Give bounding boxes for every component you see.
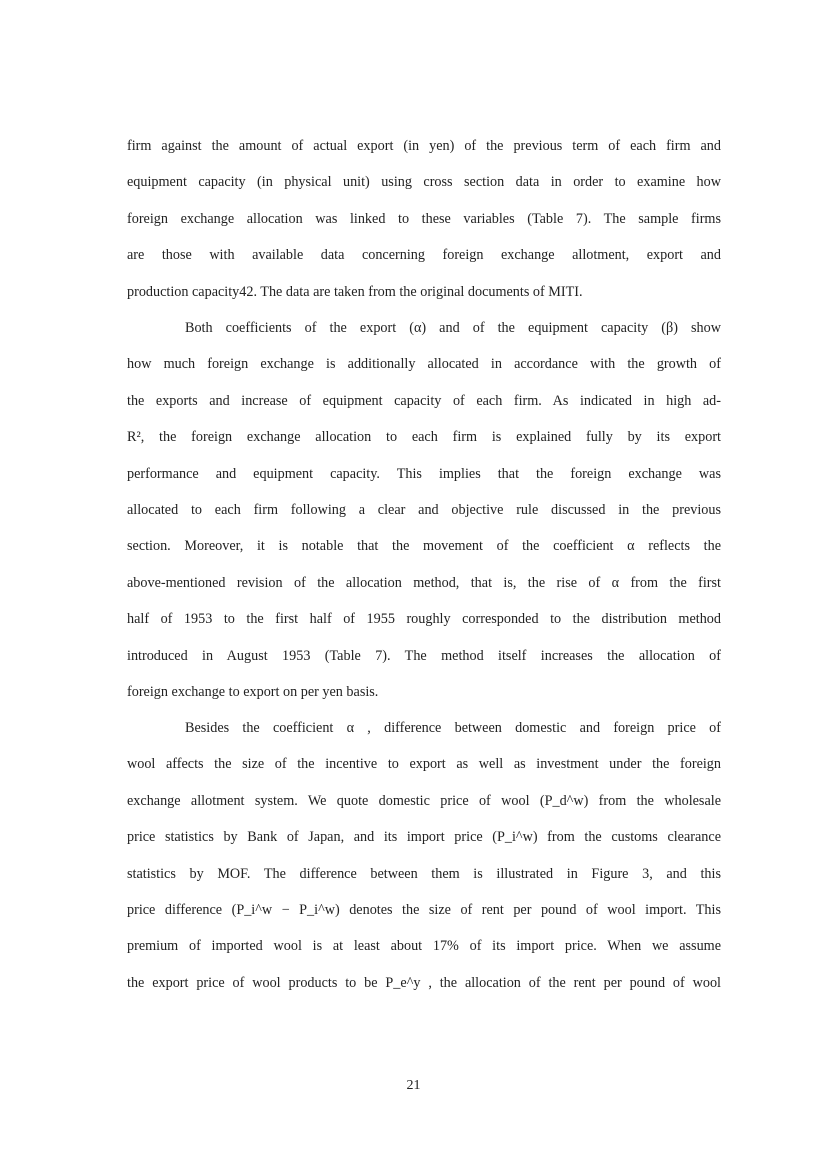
text-line: premium of imported wool is at least about 17% of its import price. When we assume: [127, 938, 721, 955]
paragraph-3: [127, 710, 721, 1001]
text-line: foreign exchange allocation was linked to these variables (Table 7). The sample firms: [127, 210, 721, 227]
text-line: are those with available data concerning foreign exchange allotment, export and: [127, 247, 721, 264]
text-line: wool affects the size of the incentive to export as well as investment under the foreign: [127, 756, 721, 773]
text-line: foreign exchange to export on per yen basis.: [127, 684, 379, 701]
text-line: production capacity42. The data are taken from the original documents of MITI.: [127, 283, 583, 300]
text-line: Besides the coefficient α , difference between domestic and foreign price of: [185, 720, 721, 736]
text-line: Both coefficients of the export (α) and of the equipment capacity (β) show: [185, 320, 721, 336]
text-line: how much foreign exchange is additionally allocated in accordance with the growth of: [127, 356, 721, 373]
text-line: the exports and increase of equipment capacity of each firm. As indicated in high ad-: [127, 392, 721, 409]
page-number: 21: [406, 1078, 421, 1093]
text-line: statistics by MOF. The difference between them is illustrated in Figure 3, and this: [127, 865, 721, 882]
text-line: half of 1953 to the first half of 1955 roughly corresponded to the distribution method: [127, 611, 721, 628]
text-line: R², the foreign exchange allocation to each firm is explained fully by its export: [127, 429, 721, 446]
text-line: exchange allotment system. We quote domestic price of wool (P_d^w) from the wholesale: [127, 792, 721, 809]
paragraph-2: [127, 310, 721, 710]
text-line: performance and equipment capacity. This implies that the foreign exchange was: [127, 465, 721, 482]
text-line: the export price of wool products to be P_e^y , the allocation of the rent per pound of wool: [127, 974, 721, 991]
text-line: section. Moreover, it is notable that the movement of the coefficient α reflects the: [127, 538, 721, 555]
text-line: allocated to each firm following a clear and objective rule discussed in the previous: [127, 502, 721, 519]
text-line: firm against the amount of actual export (in yen) of the previous term of each firm and: [127, 138, 721, 154]
text-line: price statistics by Bank of Japan, and its import price (P_i^w) from the customs clearance: [127, 829, 721, 846]
text-line: above-mentioned revision of the allocation method, that is, the rise of α from the first: [127, 574, 721, 591]
text-line: price difference (P_i^w − P_i^w) denotes the size of rent per pound of wool import. This: [127, 902, 721, 919]
text-line: introduced in August 1953 (Table 7). The method itself increases the allocation of: [127, 647, 721, 664]
paragraph-1: [127, 128, 721, 310]
text-line: equipment capacity (in physical unit) using cross section data in order to examine how: [127, 174, 721, 191]
